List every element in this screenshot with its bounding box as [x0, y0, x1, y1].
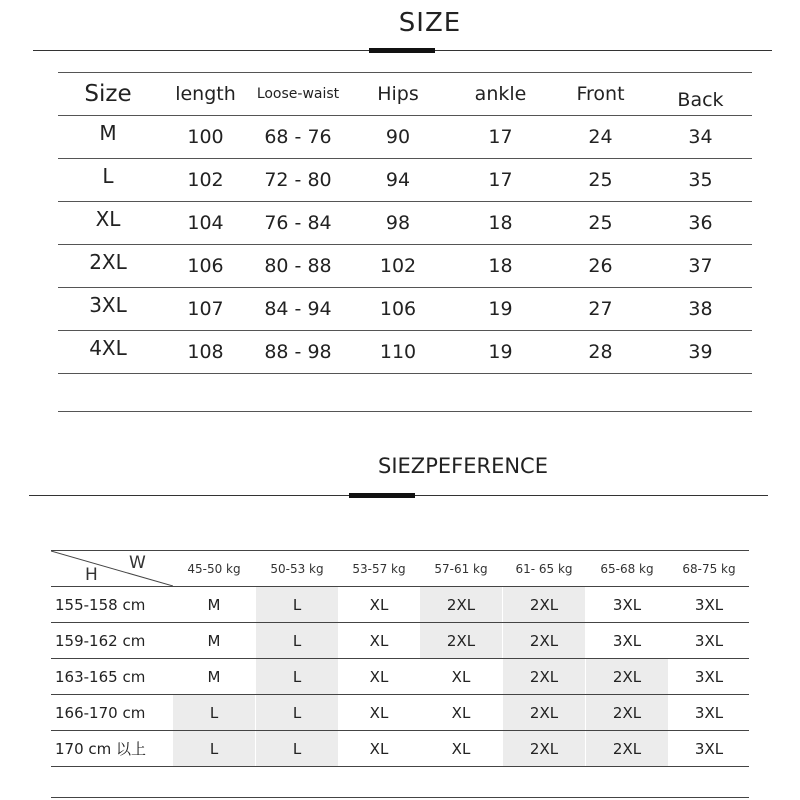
cell-ankle: 18: [488, 255, 513, 277]
weight-header: 53-57 kg: [352, 561, 406, 576]
cell-size: 4XL: [89, 336, 127, 360]
cell-loose-waist: 88 - 98: [264, 341, 332, 363]
cell-size: XL: [95, 207, 121, 231]
cell-size: L: [102, 164, 114, 188]
cell-front: 26: [588, 255, 613, 277]
size-table-row: [58, 159, 752, 202]
size-cell: XL: [369, 595, 389, 614]
size-cell: 3XL: [694, 631, 724, 650]
height-label: 170 cm 以上: [55, 740, 147, 758]
cell-back: 38: [688, 298, 713, 320]
cell-front: 25: [588, 212, 613, 234]
size-cell: 3XL: [612, 595, 642, 614]
size-cell: M: [207, 631, 221, 650]
corner-weight-label: W: [129, 553, 146, 573]
cell-size: M: [99, 121, 117, 145]
size-cell: 2XL: [503, 695, 585, 730]
size-cell: L: [173, 695, 255, 730]
reference-table-row: [51, 659, 749, 695]
height-label: 166-170 cm: [55, 703, 146, 722]
size-table-row: [58, 245, 752, 288]
size-cell: 2XL: [503, 731, 585, 766]
size-cell: 3XL: [694, 739, 724, 758]
cell-back: 34: [688, 126, 713, 148]
size-table-row: [58, 331, 752, 374]
header-front: Front: [576, 83, 625, 105]
cell-length: 106: [187, 255, 224, 277]
corner-height-label: H: [85, 565, 98, 585]
size-cell: 3XL: [694, 703, 724, 722]
cell-hips: 102: [379, 255, 417, 277]
cell-length: 104: [187, 212, 224, 234]
diagonal-divider: [51, 551, 173, 586]
cell-loose-waist: 76 - 84: [264, 212, 332, 234]
cell-back: 39: [688, 341, 713, 363]
reference-bottom-rule: [51, 797, 749, 798]
weight-header: 61- 65 kg: [515, 561, 573, 576]
size-cell: 3XL: [612, 631, 642, 650]
size-cell: L: [173, 731, 255, 766]
header-size: Size: [84, 81, 132, 107]
cell-size: 2XL: [89, 250, 127, 274]
weight-header: 68-75 kg: [682, 561, 736, 576]
header-loose-waist: Loose-waist: [256, 86, 340, 102]
header-ankle: ankle: [474, 83, 527, 105]
size-cell: XL: [369, 703, 389, 722]
cell-length: 107: [187, 298, 224, 320]
size-cell: L: [256, 623, 338, 658]
cell-loose-waist: 72 - 80: [264, 169, 332, 191]
cell-front: 24: [588, 126, 613, 148]
size-cell: XL: [451, 703, 471, 722]
cell-front: 25: [588, 169, 613, 191]
size-cell: L: [256, 587, 338, 622]
reference-table-row: [51, 731, 749, 767]
cell-ankle: 18: [488, 212, 513, 234]
cell-back: 36: [688, 212, 713, 234]
weight-header: 65-68 kg: [600, 561, 654, 576]
size-table-row: [58, 116, 752, 159]
size-cell: XL: [369, 739, 389, 758]
title-accent-bar: [369, 48, 435, 53]
cell-size: 3XL: [89, 293, 127, 317]
size-chart-title: SIZE: [398, 8, 462, 38]
reference-accent-bar: [349, 493, 415, 498]
size-table: [58, 72, 752, 374]
size-cell: XL: [369, 631, 389, 650]
size-cell: XL: [369, 667, 389, 686]
weight-header: 50-53 kg: [270, 561, 324, 576]
size-cell: 2XL: [503, 623, 585, 658]
reference-table-header: [51, 550, 749, 587]
header-back: Back: [677, 89, 724, 111]
cell-ankle: 17: [488, 169, 513, 191]
cell-back: 35: [688, 169, 713, 191]
weight-header: 57-61 kg: [434, 561, 488, 576]
size-cell: 2XL: [420, 623, 502, 658]
size-cell: L: [256, 731, 338, 766]
cell-loose-waist: 68 - 76: [264, 126, 332, 148]
size-cell: 3XL: [694, 595, 724, 614]
cell-back: 37: [688, 255, 713, 277]
size-cell: 2XL: [586, 695, 668, 730]
size-cell: M: [207, 595, 221, 614]
cell-loose-waist: 84 - 94: [264, 298, 332, 320]
weight-header: 45-50 kg: [187, 561, 241, 576]
size-cell: 2XL: [503, 659, 585, 694]
size-reference-title: SIEZPEFERENCE: [378, 454, 548, 478]
size-cell: 2XL: [586, 731, 668, 766]
cell-hips: 98: [385, 212, 411, 234]
size-table-header: [58, 73, 752, 116]
reference-table-row: [51, 623, 749, 659]
size-cell: 2XL: [503, 587, 585, 622]
size-table-row: [58, 288, 752, 331]
cell-hips: 94: [385, 169, 411, 191]
cell-length: 108: [187, 341, 224, 363]
cell-hips: 106: [379, 298, 417, 320]
cell-ankle: 19: [488, 298, 513, 320]
corner-cell: [51, 551, 173, 586]
table-bottom-rule: [58, 411, 752, 412]
size-cell: M: [207, 667, 221, 686]
cell-hips: 90: [385, 126, 411, 148]
height-label: 159-162 cm: [55, 631, 146, 650]
cell-loose-waist: 80 - 88: [264, 255, 332, 277]
header-hips: Hips: [377, 83, 419, 105]
size-reference-table: [51, 550, 749, 767]
cell-front: 27: [588, 298, 613, 320]
size-cell: XL: [451, 667, 471, 686]
cell-ankle: 19: [488, 341, 513, 363]
size-cell: 2XL: [420, 587, 502, 622]
size-cell: L: [256, 695, 338, 730]
reference-table-row: [51, 587, 749, 623]
cell-hips: 110: [379, 341, 417, 363]
header-length: length: [175, 83, 236, 105]
cell-ankle: 17: [488, 126, 513, 148]
size-cell: 2XL: [586, 659, 668, 694]
height-label: 155-158 cm: [55, 595, 146, 614]
size-cell: L: [256, 659, 338, 694]
size-cell: XL: [451, 739, 471, 758]
size-table-row: [58, 202, 752, 245]
cell-length: 100: [187, 126, 224, 148]
cell-length: 102: [187, 169, 224, 191]
height-label: 163-165 cm: [55, 667, 146, 686]
size-cell: 3XL: [694, 667, 724, 686]
cell-front: 28: [588, 341, 613, 363]
reference-table-row: [51, 695, 749, 731]
